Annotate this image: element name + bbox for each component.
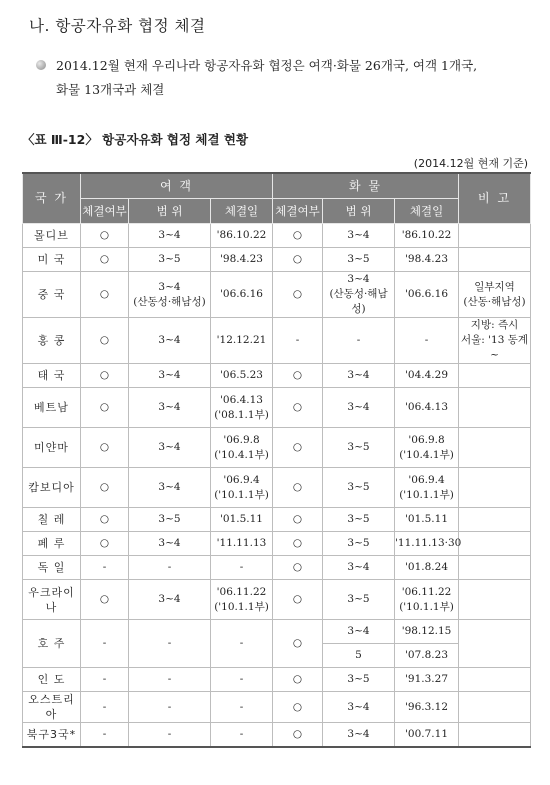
bullet-dot-icon (36, 60, 46, 70)
air-liberalization-table (22, 172, 531, 748)
p-scope-cell-line1: 3~4 (158, 481, 181, 493)
country-cell (23, 248, 81, 272)
c-scope-cell-line1: 3~4 (347, 561, 370, 573)
c-scope-cell-line1: 3~4 (347, 700, 370, 713)
table-row (23, 364, 531, 388)
c-status-cell-line1: ○ (292, 593, 303, 605)
c-status-cell-line1: ○ (292, 561, 303, 573)
p-status-cell (81, 248, 129, 272)
p-date-cell (211, 272, 273, 318)
header-c-status: 체결여부 (273, 199, 323, 224)
c-date-cell-line1: '98.4.23 (405, 253, 448, 265)
c-date-cell-line1: '91.3.27 (405, 673, 448, 685)
note-cell (459, 532, 531, 556)
country-cell (23, 318, 81, 364)
p-date-cell-line1: - (239, 637, 244, 649)
country-cell (23, 580, 81, 620)
table-row (23, 668, 531, 692)
p-date-cell-line1: - (239, 727, 244, 740)
table-row (23, 556, 531, 580)
p-status-cell-line1: ○ (99, 253, 110, 265)
p-status-cell (81, 224, 129, 248)
c-date-cell (395, 532, 462, 556)
p-status-cell (81, 532, 129, 556)
c-date-cell (395, 248, 459, 272)
p-scope-cell-line1: - (167, 561, 172, 573)
p-status-cell-line1: ○ (99, 334, 110, 346)
country-cell (23, 723, 81, 747)
country-cell-line1: 페 루 (37, 537, 66, 550)
p-status-cell (81, 428, 129, 468)
p-date-cell-line1: '12.12.21 (216, 334, 267, 346)
note-cell (459, 668, 531, 692)
p-date-cell-line1: '98.4.23 (220, 253, 263, 265)
country-cell (23, 692, 81, 723)
c-scope-cell-line1: 3~5 (347, 673, 370, 685)
p-scope-cell (129, 388, 211, 428)
c-scope-cell (323, 556, 395, 580)
p-date-cell-line1: - (239, 561, 244, 573)
p-date-cell-line1: '06.4.13 (220, 393, 263, 406)
c-status-cell-line1: - (295, 334, 300, 346)
c-scope-cell (323, 580, 395, 620)
p-status-cell (81, 508, 129, 532)
p-scope-cell-line1: - (167, 700, 172, 713)
p-date-cell-line1: '11.11.13 (216, 537, 267, 549)
p-status-cell-line1: - (102, 727, 107, 740)
p-status-cell-line1: ○ (99, 513, 110, 525)
country-cell (23, 272, 81, 318)
c-date-cell-line1: '11.11.13·30 (395, 537, 462, 549)
country-cell-line1: 태 국 (37, 369, 66, 382)
c-scope-cell-line1: 3~5 (347, 253, 370, 265)
c-scope-cell (323, 224, 395, 248)
c-scope-cell-line1: 3~5 (347, 481, 370, 493)
p-date-cell (211, 318, 273, 364)
p-date-cell (211, 388, 273, 428)
c-date-cell (395, 692, 459, 723)
c-scope-cell (323, 428, 395, 468)
header-note: 비 고 (459, 173, 531, 224)
c-date-cell-line1: '06.11.22 (401, 585, 452, 598)
p-scope-cell (129, 620, 211, 668)
note-cell (459, 248, 531, 272)
country-cell-line1: 베트남 (34, 401, 69, 414)
c-scope-cell-line1: - (356, 334, 361, 346)
p-scope-cell-line1: 3~4 (158, 369, 181, 381)
c-status-cell (273, 428, 323, 468)
c-date-cell-line1: '06.9.8 (408, 433, 445, 446)
c-scope-cell-line2: (산동성·해남성) (329, 288, 388, 315)
p-status-cell (81, 556, 129, 580)
p-date-cell-line2: ('10.1.1부) (214, 488, 269, 501)
p-status-cell-line1: ○ (99, 537, 110, 549)
p-date-cell-line2: ('08.1.1부) (214, 408, 269, 421)
table-row (23, 620, 531, 644)
c-date-cell-line1: '06.9.4 (408, 473, 445, 486)
p-date-cell (211, 508, 273, 532)
header-c-date: 체결일 (395, 199, 459, 224)
note-cell (459, 620, 531, 668)
c-status-cell (273, 272, 323, 318)
table-row (23, 532, 531, 556)
country-cell-line1: 우크라이나 (28, 585, 75, 614)
p-scope-cell (129, 224, 211, 248)
p-scope-cell (129, 468, 211, 508)
c-status-cell (273, 468, 323, 508)
c-date-cell-line1: '01.8.24 (405, 561, 448, 573)
c-date-cell (395, 388, 459, 428)
c-status-cell-line1: ○ (292, 288, 303, 300)
note-cell (459, 556, 531, 580)
p-date-cell (211, 248, 273, 272)
country-cell (23, 388, 81, 428)
country-cell (23, 428, 81, 468)
p-scope-cell (129, 723, 211, 747)
c-scope-cell-line1: 3~5 (347, 593, 370, 605)
country-cell (23, 364, 81, 388)
note-cell (459, 388, 531, 428)
p-scope-cell-line1: 3~4 (158, 229, 181, 241)
p-status-cell-line1: ○ (99, 369, 110, 381)
country-cell-line1: 인 도 (37, 673, 66, 686)
p-scope-cell-line1: 3~4 (158, 334, 181, 346)
c-date-cell (395, 428, 459, 468)
table-row (23, 580, 531, 620)
table-row (23, 388, 531, 428)
c-status-cell-line1: ○ (292, 513, 303, 525)
c-scope-cell-line1: 3~4 (347, 229, 370, 241)
c-status-cell (273, 723, 323, 747)
c-status-cell (273, 318, 323, 364)
c-status-cell (273, 364, 323, 388)
c-date-cell (395, 468, 459, 508)
note-cell-line2: (산동·해남성) (463, 295, 526, 308)
header-country: 국 가 (23, 173, 81, 224)
note-cell (459, 692, 531, 723)
country-cell-line1: 칠 레 (37, 513, 66, 526)
c-status-cell (273, 388, 323, 428)
note-cell (459, 468, 531, 508)
table-row (23, 692, 531, 723)
c-scope-cell-line1: 3~4 (347, 401, 370, 413)
p-date-cell (211, 723, 273, 747)
p-scope-cell-line1: 3~4 (158, 593, 181, 605)
p-date-cell (211, 364, 273, 388)
p-status-cell (81, 580, 129, 620)
country-cell (23, 556, 81, 580)
p-scope-cell (129, 532, 211, 556)
p-date-cell-line1: '06.9.8 (223, 433, 260, 446)
c-status-cell (273, 508, 323, 532)
c-status-cell-line1: ○ (292, 537, 303, 549)
p-date-cell-line1: '06.6.16 (220, 288, 263, 300)
c-date-cell (395, 620, 459, 644)
c-scope-cell (323, 248, 395, 272)
c-date-cell-line1: '04.4.29 (405, 369, 448, 381)
p-status-cell (81, 692, 129, 723)
header-cargo: 화 물 (273, 173, 459, 199)
c-date-cell-line1: '00.7.11 (405, 727, 448, 740)
c-scope-cell-line1: 3~5 (347, 441, 370, 453)
c-status-cell-line1: ○ (292, 700, 303, 713)
p-status-cell (81, 468, 129, 508)
c-date-cell-line2: ('10.4.1부) (399, 448, 454, 461)
c-scope-cell-line1: 3~4 (347, 625, 370, 637)
country-cell-line1: 북구3국* (26, 727, 77, 741)
note-cell-line1: 지방: 즉시 (470, 319, 519, 331)
c-status-cell-line1: ○ (292, 253, 303, 265)
c-scope-cell (323, 272, 395, 318)
note-cell-line1: 일부지역 (474, 280, 515, 293)
p-date-cell-line1: '01.5.11 (220, 513, 263, 525)
p-scope-cell-line1: - (167, 637, 172, 649)
as-of-note: (2014.12월 현재 기준) (413, 157, 528, 170)
p-status-cell-line1: - (102, 700, 107, 713)
c-date-cell (395, 318, 459, 364)
p-date-cell-line1: '06.11.22 (216, 585, 267, 598)
header-p-scope: 범 위 (129, 199, 211, 224)
p-status-cell (81, 272, 129, 318)
c-scope-cell (323, 318, 395, 364)
p-date-cell (211, 580, 273, 620)
p-scope-cell (129, 580, 211, 620)
p-status-cell (81, 388, 129, 428)
p-scope-cell-line1: 3~5 (158, 513, 181, 525)
country-cell (23, 620, 81, 668)
note-cell (459, 272, 531, 318)
p-scope-cell (129, 668, 211, 692)
country-cell-line1: 미얀마 (34, 441, 69, 454)
section-heading: 나. 항공자유화 협정 체결 (29, 17, 206, 35)
c-date-cell-line1: '06.6.16 (405, 288, 448, 300)
table-row (23, 723, 531, 747)
table-row (23, 318, 531, 364)
c-status-cell-line1: ○ (292, 401, 303, 413)
p-scope-cell-line2: (산동성·해남성) (133, 295, 206, 308)
c-date-cell (395, 508, 459, 532)
c-scope-cell (323, 620, 395, 644)
c-scope-cell (323, 644, 395, 668)
p-scope-cell (129, 508, 211, 532)
p-status-cell-line1: ○ (99, 593, 110, 605)
p-date-cell (211, 532, 273, 556)
c-date-cell-line1: '96.3.12 (405, 700, 448, 713)
p-scope-cell-line1: 3~4 (158, 401, 181, 413)
c-status-cell-line1: ○ (292, 229, 303, 241)
p-scope-cell (129, 428, 211, 468)
country-cell (23, 532, 81, 556)
p-scope-cell (129, 556, 211, 580)
country-cell-line1: 중 국 (37, 288, 66, 301)
c-scope-cell (323, 692, 395, 723)
p-date-cell (211, 468, 273, 508)
c-date-cell (395, 668, 459, 692)
c-date-cell-line2: ('10.1.1부) (399, 488, 454, 501)
note-cell (459, 364, 531, 388)
p-scope-cell (129, 248, 211, 272)
p-status-cell-line1: ○ (99, 288, 110, 300)
country-cell (23, 224, 81, 248)
c-date-cell-line1: - (424, 334, 429, 346)
note-cell-line2: 서울: '13 동계~ (461, 334, 529, 361)
p-scope-cell (129, 318, 211, 364)
c-date-cell (395, 723, 459, 747)
country-cell-line1: 홍 콩 (37, 334, 66, 347)
p-date-cell-line1: '06.9.4 (223, 473, 260, 486)
c-status-cell-line1: ○ (292, 673, 303, 685)
p-date-cell (211, 428, 273, 468)
c-scope-cell (323, 532, 395, 556)
note-cell (459, 318, 531, 364)
c-status-cell (273, 692, 323, 723)
header-p-status: 체결여부 (81, 199, 129, 224)
c-scope-cell (323, 364, 395, 388)
c-scope-cell (323, 668, 395, 692)
c-scope-cell-line1: 3~4 (347, 369, 370, 381)
p-status-cell-line1: - (102, 561, 107, 573)
c-scope-cell (323, 723, 395, 747)
note-cell (459, 580, 531, 620)
c-date-cell-line1: '07.8.23 (405, 649, 448, 661)
c-status-cell (273, 248, 323, 272)
note-cell (459, 428, 531, 468)
c-date-cell (395, 364, 459, 388)
p-scope-cell-line1: - (167, 727, 172, 740)
c-status-cell (273, 668, 323, 692)
table-row (23, 248, 531, 272)
p-scope-cell-line1: 3~4 (158, 280, 181, 293)
c-date-cell-line1: '98.12.15 (401, 625, 452, 637)
country-cell (23, 508, 81, 532)
p-scope-cell (129, 272, 211, 318)
c-scope-cell (323, 508, 395, 532)
c-date-cell (395, 272, 459, 318)
p-date-cell-line1: - (239, 673, 244, 685)
p-date-cell-line1: - (239, 700, 244, 713)
country-cell-line1: 캄보디아 (28, 481, 75, 494)
header-p-date: 체결일 (211, 199, 273, 224)
p-date-cell (211, 620, 273, 668)
header-c-scope: 범 위 (323, 199, 395, 224)
country-cell-line1: 몰디브 (34, 229, 69, 242)
p-scope-cell-line1: - (167, 673, 172, 685)
c-date-cell-line2: ('10.1.1부) (399, 600, 454, 613)
p-date-cell (211, 556, 273, 580)
c-date-cell (395, 580, 459, 620)
bullet-line-1: 2014.12월 현재 우리나라 항공자유화 협정은 여객·화물 26개국, 여객 1개국, (56, 58, 478, 73)
p-date-cell (211, 668, 273, 692)
c-date-cell (395, 644, 459, 668)
c-status-cell (273, 224, 323, 248)
p-status-cell-line1: - (102, 673, 107, 685)
p-status-cell (81, 318, 129, 364)
note-cell (459, 508, 531, 532)
p-status-cell (81, 364, 129, 388)
c-scope-cell (323, 468, 395, 508)
table-row (23, 428, 531, 468)
country-cell-line1: 독 일 (37, 561, 66, 574)
p-scope-cell (129, 692, 211, 723)
table-row (23, 468, 531, 508)
p-date-cell-line1: '06.5.23 (220, 369, 263, 381)
c-status-cell-line1: ○ (292, 727, 303, 740)
c-status-cell (273, 620, 323, 668)
bullet-line-2: 화물 13개국과 체결 (56, 82, 165, 97)
c-scope-cell-line1: 3~5 (347, 513, 370, 525)
p-status-cell-line1: ○ (99, 481, 110, 493)
p-date-cell-line2: ('10.1.1부) (214, 600, 269, 613)
c-scope-cell-line1: 3~5 (347, 537, 370, 549)
country-cell-line1: 미 국 (37, 253, 66, 266)
c-status-cell-line1: ○ (292, 441, 303, 453)
p-status-cell-line1: ○ (99, 229, 110, 241)
table-row (23, 272, 531, 318)
country-cell (23, 468, 81, 508)
p-date-cell (211, 692, 273, 723)
c-date-cell (395, 224, 459, 248)
p-status-cell-line1: ○ (99, 441, 110, 453)
c-date-cell-line1: '01.5.11 (405, 513, 448, 525)
c-scope-cell-line1: 3~4 (347, 273, 370, 285)
c-status-cell (273, 532, 323, 556)
p-date-cell-line1: '86.10.22 (216, 229, 267, 241)
p-status-cell-line1: - (102, 637, 107, 649)
p-scope-cell-line1: 3~5 (158, 253, 181, 265)
c-status-cell-line1: ○ (292, 637, 303, 649)
table-row (23, 224, 531, 248)
summary-bullet (36, 54, 536, 102)
p-status-cell (81, 723, 129, 747)
country-cell-line1: 호 주 (37, 637, 66, 650)
c-scope-cell-line1: 5 (355, 649, 362, 661)
table-row (23, 508, 531, 532)
note-cell (459, 723, 531, 747)
country-cell (23, 668, 81, 692)
c-scope-cell-line1: 3~4 (347, 727, 370, 740)
p-scope-cell-line1: 3~4 (158, 537, 181, 549)
p-status-cell-line1: ○ (99, 401, 110, 413)
table-caption: 〈표 Ⅲ-12〉 항공자유화 협정 체결 현황 (22, 132, 249, 147)
p-date-cell (211, 224, 273, 248)
c-date-cell-line1: '06.4.13 (405, 401, 448, 413)
p-date-cell-line2: ('10.4.1부) (214, 448, 269, 461)
c-status-cell-line1: ○ (292, 369, 303, 381)
c-date-cell (395, 556, 459, 580)
c-status-cell (273, 580, 323, 620)
note-cell (459, 224, 531, 248)
p-status-cell (81, 620, 129, 668)
p-scope-cell (129, 364, 211, 388)
c-status-cell-line1: ○ (292, 481, 303, 493)
country-cell-line1: 오스트리아 (28, 693, 75, 721)
c-status-cell (273, 556, 323, 580)
p-status-cell (81, 668, 129, 692)
c-scope-cell (323, 388, 395, 428)
p-scope-cell-line1: 3~4 (158, 441, 181, 453)
header-passenger: 여 객 (81, 173, 273, 199)
c-date-cell-line1: '86.10.22 (401, 229, 452, 241)
